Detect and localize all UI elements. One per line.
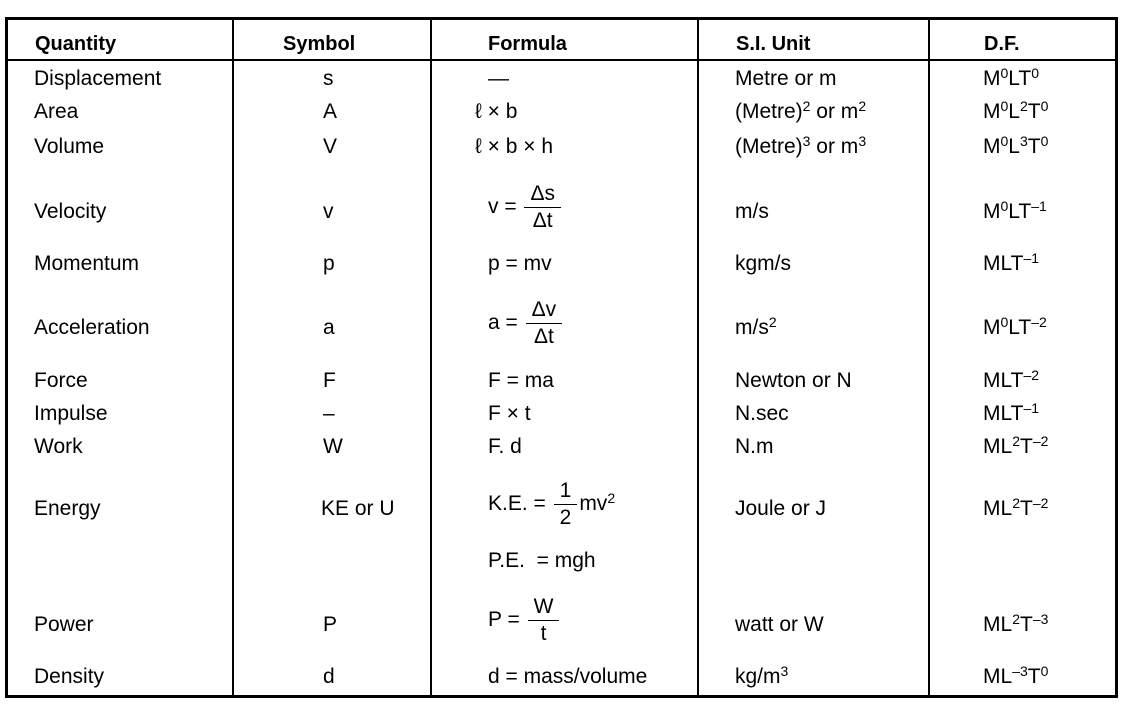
df-cell: $MLT^{-1}$ bbox=[983, 400, 1040, 425]
column-divider bbox=[928, 20, 930, 695]
header-formula: Formula bbox=[488, 33, 567, 55]
formula-cell: ℓ × b × h bbox=[475, 135, 554, 158]
formula-cell: a = $\frac{\Delta v}{\Delta t}$ bbox=[488, 297, 564, 350]
fraction: $\frac{\Delta v}{\Delta t}$ bbox=[526, 297, 563, 350]
df-cell: $M^0LT^0$ bbox=[983, 65, 1040, 90]
unit-cell: watt or W bbox=[735, 613, 824, 636]
formula-cell: K.E. = $\frac{1}{2}$ $mv^2$ bbox=[488, 479, 616, 529]
symbol-cell: d bbox=[323, 665, 335, 688]
unit-cell: Newton or N bbox=[735, 369, 852, 392]
quantity-cell: Volume bbox=[34, 135, 105, 158]
unit-cell: $m/s^2$ bbox=[735, 314, 777, 339]
column-divider bbox=[697, 20, 699, 695]
column-divider bbox=[232, 20, 234, 695]
df-cell: $ML^2T^{-3}$ bbox=[983, 611, 1049, 636]
df-cell: $M^0LT^{-2}$ bbox=[983, 314, 1047, 339]
header-quantity: Quantity bbox=[35, 33, 117, 55]
header-divider bbox=[8, 59, 1115, 61]
quantity-cell: Acceleration bbox=[34, 316, 150, 339]
formula-cell: — bbox=[488, 67, 509, 90]
df-cell: $MLT^{-1}$ bbox=[983, 250, 1040, 275]
unit-cell: kgm/s bbox=[735, 252, 792, 275]
df-cell: $M^0LT^{-1}$ bbox=[983, 198, 1047, 223]
df-cell: $ML^{-3}T^0$ bbox=[983, 663, 1049, 688]
formula-cell: v = $\frac{\Delta s}{\Delta t}$ bbox=[488, 181, 563, 234]
formula-cell: P = $\frac{W}{t}$ bbox=[488, 594, 561, 647]
header-symbol: Symbol bbox=[283, 33, 356, 55]
df-cell: $ML^2T^{-2}$ bbox=[983, 495, 1049, 520]
unit-cell: Metre or m bbox=[735, 67, 837, 90]
physical-quantities-table bbox=[5, 17, 1118, 698]
df-cell: $MLT^{-2}$ bbox=[983, 367, 1040, 392]
quantity-cell: Velocity bbox=[34, 200, 107, 223]
quantity-cell: Power bbox=[34, 613, 94, 636]
symbol-cell: a bbox=[323, 316, 335, 339]
fraction: $\frac{\Delta s}{\Delta t}$ bbox=[524, 181, 561, 234]
unit-cell: N.sec bbox=[735, 402, 789, 425]
quantity-cell: Momentum bbox=[34, 252, 140, 275]
unit-cell: m/s bbox=[735, 200, 769, 223]
symbol-cell: F bbox=[323, 369, 336, 392]
symbol-cell: p bbox=[323, 252, 335, 275]
quantity-cell: Energy bbox=[34, 497, 101, 520]
symbol-cell: s bbox=[323, 67, 334, 90]
unit-cell: $kg/m^3$ bbox=[735, 663, 789, 688]
quantity-cell: Displacement bbox=[34, 67, 162, 90]
quantity-cell: Force bbox=[34, 369, 88, 392]
symbol-cell: P bbox=[323, 613, 338, 636]
quantity-cell: Impulse bbox=[34, 402, 108, 425]
formula-cell-potential-energy: P.E. = mgh bbox=[488, 549, 596, 572]
formula-cell: F. d bbox=[488, 435, 522, 458]
fraction: $\frac{W}{t}$ bbox=[528, 594, 560, 647]
quantity-cell: Density bbox=[34, 665, 105, 688]
df-cell: $M^0L^2T^0$ bbox=[983, 98, 1049, 123]
unit-cell: N.m bbox=[735, 435, 774, 458]
unit-cell: (Metre)$^3$ or $m^3$ bbox=[735, 133, 867, 158]
formula-cell: F × t bbox=[488, 402, 531, 425]
column-divider bbox=[430, 20, 432, 695]
symbol-cell: KE or U bbox=[321, 497, 395, 520]
symbol-cell: – bbox=[323, 402, 335, 425]
symbol-cell: v bbox=[323, 200, 334, 223]
quantity-cell: Area bbox=[34, 100, 79, 123]
unit-cell: Joule or J bbox=[735, 497, 827, 520]
quantity-cell: Work bbox=[34, 435, 83, 458]
fraction: $\frac{1}{2}$ bbox=[554, 478, 578, 531]
symbol-cell: A bbox=[323, 100, 338, 123]
formula-cell: p = mv bbox=[488, 252, 552, 275]
df-cell: $ML^2T^{-2}$ bbox=[983, 433, 1049, 458]
symbol-cell: W bbox=[323, 435, 343, 458]
symbol-cell: V bbox=[323, 135, 338, 158]
formula-cell: ℓ × b bbox=[475, 100, 518, 123]
header-df: D.F. bbox=[984, 33, 1020, 55]
unit-cell: (Metre)$^2$ or $m^2$ bbox=[735, 98, 867, 123]
formula-cell: F = ma bbox=[488, 369, 554, 392]
formula-cell: d = mass/volume bbox=[488, 665, 648, 688]
df-cell: $M^0L^3T^0$ bbox=[983, 133, 1049, 158]
header-si-unit: S.I. Unit bbox=[736, 33, 811, 55]
